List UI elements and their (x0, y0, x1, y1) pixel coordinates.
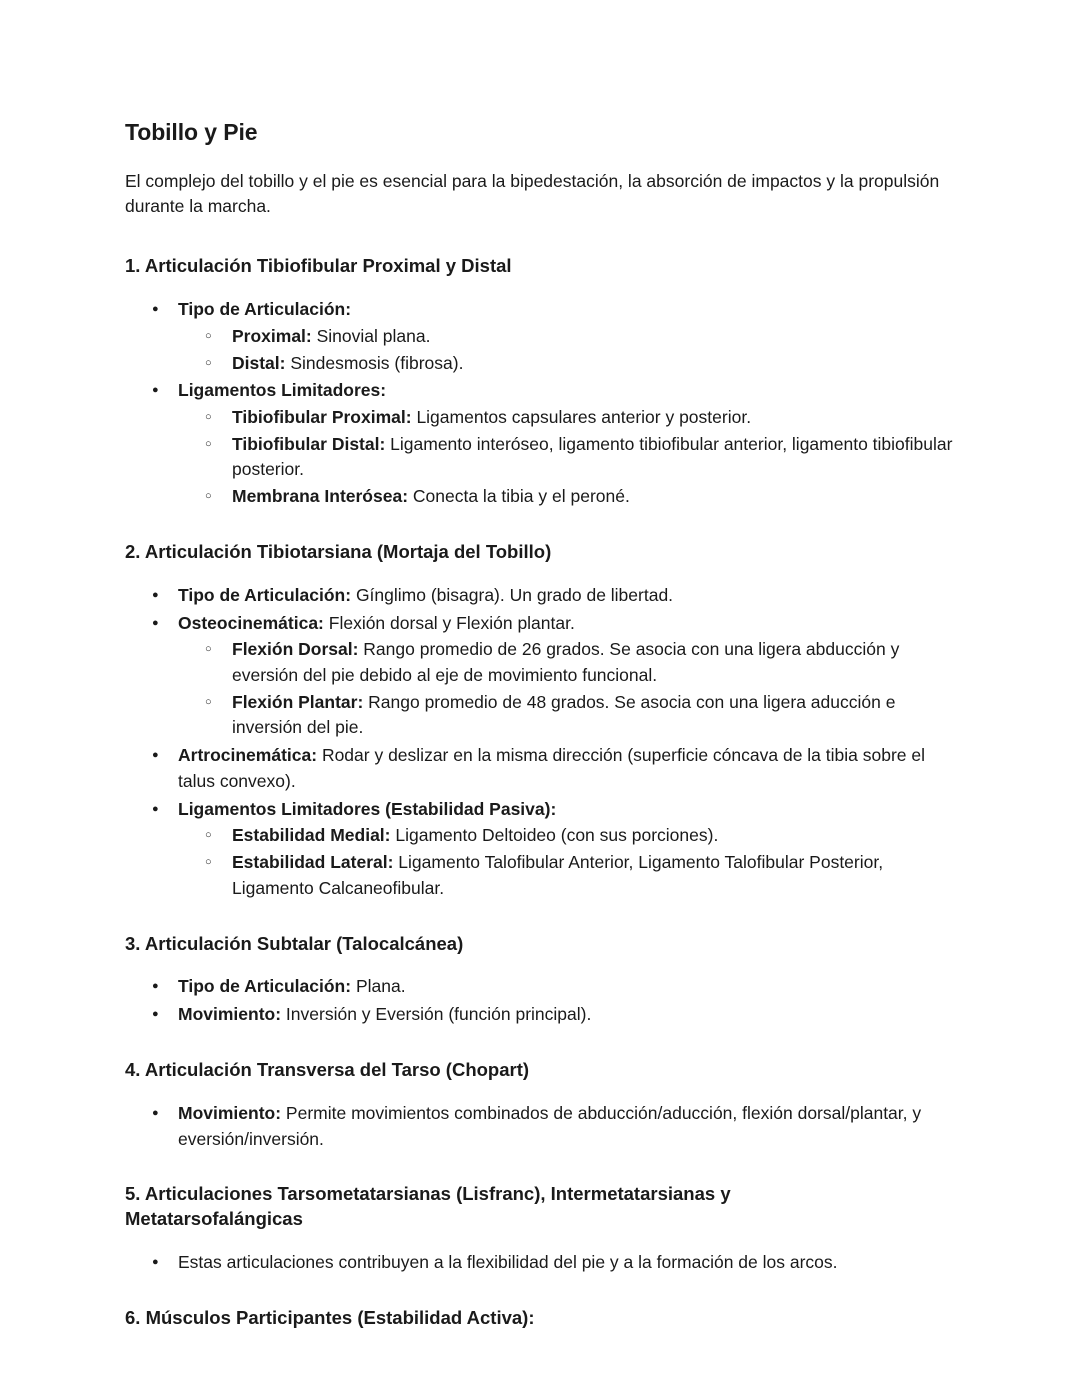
bullet-body: Flexión dorsal y Flexión plantar. (323, 612, 575, 633)
section-heading: 1. Articulación Tibiofibular Proximal y Distal (125, 255, 512, 277)
bullet-text (232, 324, 962, 350)
intro-paragraph: El complejo del tobillo y el pie es esencial para la bipedestación, la absorción de impactos y la propulsión durante la marcha. (125, 170, 940, 217)
bullet-text (178, 297, 962, 323)
bullet-label: Ligamentos Limitadores: (178, 380, 387, 401)
bullet-label: Ligamentos Limitadores (Estabilidad Pasiva): (178, 798, 557, 819)
bullet-label: Osteocinemática: (178, 612, 324, 633)
page-title: Tobillo y Pie (125, 119, 258, 145)
bullet-list-level1 (125, 297, 962, 510)
bullet-label: Flexión Plantar: (232, 691, 364, 712)
document-section (125, 1058, 962, 1152)
list-item (178, 351, 962, 377)
bullet-body: Plana. (351, 976, 406, 997)
bullet-label: Tibiofibular Proximal: (232, 407, 412, 428)
document-section (125, 540, 962, 902)
list-item (178, 637, 962, 688)
bullet-list-level2 (178, 823, 962, 901)
bullet-list-level2 (178, 637, 962, 741)
bullet-list-level2 (178, 324, 962, 376)
document-section (125, 932, 962, 1028)
bullet-list-level1 (125, 583, 962, 902)
bullet-text (178, 1250, 962, 1276)
section-heading: 4. Articulación Transversa del Tarso (Chopart) (125, 1058, 530, 1080)
list-item (125, 297, 962, 376)
bullet-text (178, 1101, 962, 1152)
bullet-label: Estabilidad Medial: (232, 825, 391, 846)
bullet-text (232, 432, 962, 483)
list-item (125, 583, 962, 609)
bullet-label: Movimiento: (178, 1004, 282, 1025)
bullet-text (232, 690, 962, 741)
bullet-label: Tibiofibular Distal: (232, 433, 386, 454)
list-item (178, 850, 962, 901)
bullet-body: Sindesmosis (fibrosa). (285, 352, 464, 373)
bullet-text (232, 850, 962, 901)
bullet-body: Sinovial plana. (311, 325, 431, 346)
bullet-text (178, 583, 962, 609)
bullet-label: Artrocinemática: (178, 745, 318, 766)
bullet-body: Inversión y Eversión (función principal). (281, 1004, 592, 1025)
list-item (178, 324, 962, 350)
bullet-label: Tipo de Articulación: (178, 976, 352, 997)
bullet-text (232, 405, 962, 431)
bullet-body: Rango promedio de 26 grados. Se asocia con una ligera abducción y eversión del pie debido al eje de movimiento funcional. (232, 639, 900, 686)
list-item (125, 611, 962, 742)
bullet-body: Gínglimo (bisagra). Un grado de libertad. (351, 584, 674, 605)
list-item (125, 974, 962, 1000)
list-item (178, 484, 962, 510)
list-item (125, 743, 962, 794)
document-section (125, 1182, 962, 1276)
list-item (125, 1002, 962, 1028)
bullet-body: Ligamento interóseo, ligamento tibiofibular anterior, ligamento tibiofibular posterior. (232, 433, 953, 480)
list-item (125, 1101, 962, 1152)
bullet-text (232, 484, 962, 510)
bullet-text (232, 637, 962, 688)
section-heading: 5. Articulaciones Tarsometatarsianas (Lisfranc), Intermetatarsianas y Metatarsofalángicas (125, 1183, 731, 1230)
bullet-body: Conecta la tibia y el peroné. (408, 486, 630, 507)
bullet-body: Ligamentos capsulares anterior y posterior. (411, 407, 752, 428)
bullet-label: Tipo de Articulación: (178, 299, 352, 320)
bullet-label: Movimiento: (178, 1102, 282, 1123)
bullet-label: Flexión Dorsal: (232, 639, 359, 660)
bullet-body: Rango promedio de 48 grados. Se asocia con una ligera aducción e inversión del pie. (232, 691, 896, 738)
list-item (178, 432, 962, 483)
bullet-list-level1 (125, 1250, 962, 1276)
bullet-body: Ligamento Deltoideo (con sus porciones). (390, 825, 719, 846)
bullet-label: Tipo de Articulación: (178, 584, 352, 605)
section-heading: 2. Articulación Tibiotarsiana (Mortaja del Tobillo) (125, 540, 552, 562)
section-heading: 3. Articulación Subtalar (Talocalcánea) (125, 932, 464, 954)
bullet-body: Estas articulaciones contribuyen a la flexibilidad del pie y a la formación de los arcos. (178, 1252, 838, 1273)
bullet-text (178, 974, 962, 1000)
bullet-text (178, 797, 962, 823)
sections-container (125, 254, 962, 1331)
bullet-label: Membrana Interósea: (232, 486, 409, 507)
bullet-body: Rodar y deslizar en la misma dirección (superficie cóncava de la tibia sobre el talus convexo). (178, 745, 925, 791)
list-item (125, 378, 962, 510)
document-section (125, 1306, 962, 1331)
list-item (125, 797, 962, 902)
bullet-text (178, 611, 962, 637)
section-heading: 6. Músculos Participantes (Estabilidad Activa): (125, 1306, 535, 1328)
bullet-text (232, 351, 962, 377)
list-item (125, 1250, 962, 1276)
list-item (178, 823, 962, 849)
bullet-list-level1 (125, 974, 962, 1027)
bullet-list-level1 (125, 1101, 962, 1152)
list-item (178, 405, 962, 431)
bullet-label: Proximal: (232, 325, 312, 346)
bullet-text (178, 378, 962, 404)
bullet-body: Permite movimientos combinados de abducción/aducción, flexión dorsal/plantar, y eversión/inversión. (178, 1102, 922, 1149)
bullet-label: Distal: (232, 352, 286, 373)
bullet-label: Estabilidad Lateral: (232, 852, 394, 873)
bullet-text (178, 1002, 962, 1028)
document-section (125, 254, 962, 510)
bullet-body: Ligamento Talofibular Anterior, Ligamento Talofibular Posterior, Ligamento Calcaneofibular. (232, 852, 884, 898)
bullet-text (178, 743, 962, 794)
bullet-text (232, 823, 962, 849)
list-item (178, 690, 962, 741)
bullet-list-level2 (178, 405, 962, 510)
